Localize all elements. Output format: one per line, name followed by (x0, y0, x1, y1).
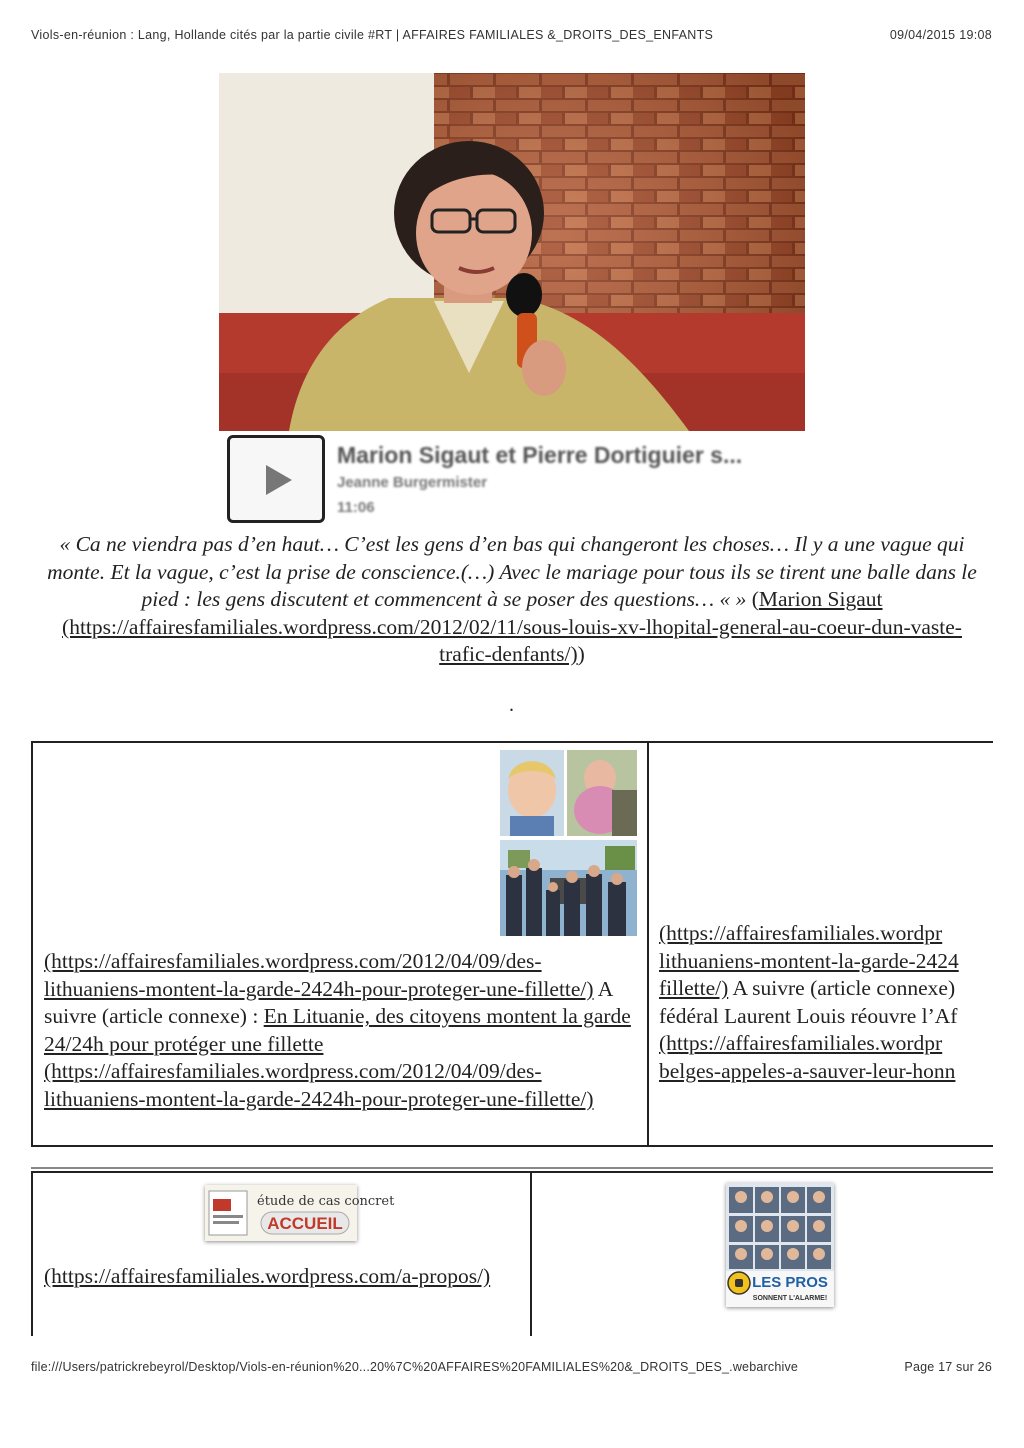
quote-author-link[interactable]: Marion Sigaut (758, 587, 883, 611)
related-article-3-url[interactable]: (https://affairesfamiliales.wordpress.com/a-propos/) (44, 1264, 491, 1288)
related-article-1 (44, 948, 639, 1113)
table-column-divider (647, 743, 649, 1145)
related-article-2 (659, 920, 993, 1085)
related-links-table (31, 1171, 993, 1336)
related-article-2-url-line-5[interactable]: (https://affairesfamiliales.wordpr (659, 1031, 943, 1055)
related-article-1-url[interactable]: (https://affairesfamiliales.wordpress.com/2012/04/09/des-lithuaniens-montent-la-garde-2424h-pour-proteger-une-fillette/) (44, 949, 594, 1001)
related-article-2-url-line-3[interactable]: fillette/) (659, 976, 729, 1000)
related-article-1-title-link[interactable]: En Lituanie, des citoyens montent la garde 24/24h pour protéger une fillette (44, 1004, 631, 1056)
quote-block (36, 531, 988, 669)
quote-text: « Ca ne viendra pas d’en haut… C’est les gens d’en bas qui changeront les choses… Il y a une vague qui monte. Et la vague, c’est la prise de conscience.(…) Avec le mariage pour tous ils se tirent une balle dans le pied : les gens discutent et commencent à se poser des questions… « » (47, 532, 977, 611)
video-thumbnail[interactable] (219, 73, 805, 431)
table-separator-line (31, 1167, 993, 1169)
les-pros-badge-subtext: SONNENT L'ALARME! (752, 1295, 828, 1302)
video-title[interactable]: Marion Sigaut et Pierre Dortiguier s... (337, 442, 743, 468)
video-duration: 11:06 (337, 499, 375, 516)
related-article-2-url-line-6[interactable]: belges-appeles-a-sauver-leur-honn (659, 1058, 956, 1083)
quote-close-paren: ) (577, 642, 585, 666)
related-article-2-label: A suivre (article connexe) (728, 976, 956, 1000)
accueil-badge-image (205, 1185, 395, 1241)
les-pros-badge-image (726, 1183, 834, 1307)
related-article-2-url-line-1[interactable]: (https://affairesfamiliales.wordpr (659, 921, 943, 945)
page-footer-page-number: Page 17 sur 26 (904, 1360, 992, 1374)
accueil-badge[interactable] (205, 1185, 395, 1241)
table-column-divider (530, 1173, 532, 1336)
separator-dot: . (509, 694, 514, 716)
accueil-badge-text: ACCUEIL (267, 1214, 343, 1233)
page-header-title: Viols-en-réunion : Lang, Hollande cités par la partie civile #RT | AFFAIRES FAMILIALES &_DROITS_DES_ENFANTS (31, 28, 714, 42)
related-article-3 (44, 1263, 514, 1291)
thumbnail-image (500, 750, 637, 936)
page-header-datetime: 09/04/2015 19:08 (889, 28, 992, 42)
related-articles-table (31, 741, 993, 1147)
video-play-button[interactable] (227, 435, 325, 523)
les-pros-badge[interactable] (726, 1183, 834, 1307)
video-frame-image (219, 73, 805, 431)
les-pros-badge-text: LES PROS (752, 1274, 828, 1291)
quote-source-link[interactable]: (https://affairesfamiliales.wordpress.com/2012/02/11/sous-louis-xv-lhopital-general-au-coeur-dun-vaste-trafic-denfants/) (62, 614, 962, 666)
article-thumbnail-collage[interactable] (500, 750, 637, 936)
video-author[interactable]: Jeanne Burgermister (337, 474, 488, 491)
related-article-2-url-line-2[interactable]: lithuaniens-montent-la-garde-2424 (659, 948, 959, 973)
related-article-1-label: A suivre (article connexe) : (44, 976, 613, 1028)
page-footer-path: file:///Users/patrickrebeyrol/Desktop/Viols-en-réunion%20...20%7C%20AFFAIRES%20FAMILIALES%20&_DROITS_DES_.webarchive (31, 1360, 799, 1374)
related-article-1-url-2[interactable]: (https://affairesfamiliales.wordpress.com/2012/04/09/des-lithuaniens-montent-la-garde-2424h-pour-proteger-une-fillette/) (44, 1059, 594, 1111)
accueil-badge-top-text: étude de cas concret (257, 1194, 395, 1209)
quote-open-paren: ( (746, 587, 759, 611)
play-icon (266, 465, 292, 495)
related-article-2-title-line: fédéral Laurent Louis réouvre l’Af (659, 1003, 958, 1028)
